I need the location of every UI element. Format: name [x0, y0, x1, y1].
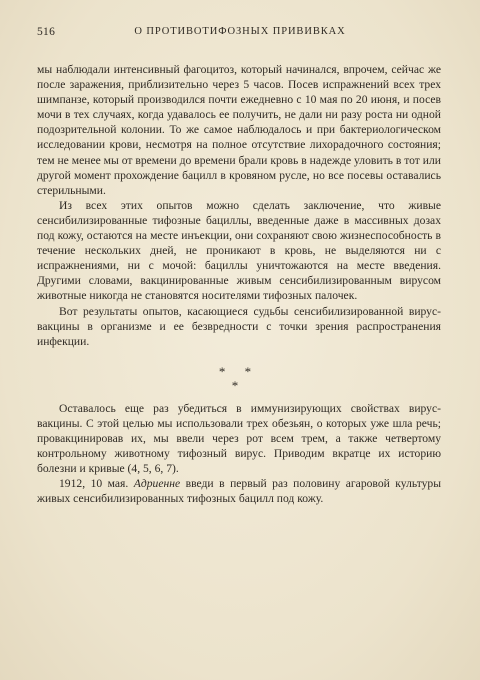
- page-header: [37, 26, 443, 42]
- entry-date: 1912, 10 мая.: [59, 477, 129, 491]
- page-number: 516: [37, 26, 56, 38]
- paragraph-2: Из всех этих опытов можно сделать заключение, что живые сенсибилизированные тифозные бациллы, введенные даже в массивных дозах под кожу, остаются на месте инъекции, они сохраняют свою жизнеспособность в течение нескольких дней, не проникают в кровь, не выделяются ни с испражнениями, ни с мочой: бациллы уничтожаются на месте введения. Другими словами, вакцинированные живым сенсибилизированным вирусом животные никогда не становятся носителями тифозных палочек.: [37, 198, 441, 303]
- entry-text: введи в первый раз половину агаровой культуры живых сенсибилизированных тифозных бацилл под кожу.: [37, 477, 441, 506]
- paragraph-3: Вот результаты опытов, касающиеся судьбы сенсибилизированной вирус-вакцины в организме и ее безвредности с точки зрения распространения инфекции.: [37, 304, 441, 348]
- body-text: [37, 62, 441, 506]
- separator-bottom-star: *: [231, 377, 247, 393]
- separator-top-stars: * *: [218, 363, 260, 379]
- paragraph-1: мы наблюдали интенсивный фагоцитоз, который начинался, впрочем, сейчас же после заражения, приблизительно через 5 часов. Посев испражнений всех трех шимпанзе, который производился почти ежедневно с 10 мая по 20 июня, и посев мочи в тех случаях, когда удавалось ее получить, не дали ни разу роста ни одной подозрительной колонии. То же самое наблюдалось и при бактериологическом исследовании крови, несмотря на полное отсутствие лихорадочного состояния; тем не менее мы от времени до времени брали кровь в надежде уловить в тот или другой момент прохождение бацилл в кровяном русле, но все посевы оставались стерильными.: [37, 63, 441, 197]
- running-head: О ПРОТИВОТИФОЗНЫХ ПРИВИВКАХ: [134, 26, 346, 37]
- subject-name: Адриенне: [133, 477, 181, 491]
- paragraph-4: Оставалось еще раз убедиться в иммунизирующих свойствах вирус-вакцины. С этой целью мы использовали трех обезьян, о которых уже шла речь; провакцинировав их, мы ввели через рот всем трем, а также четвертому контрольному животному тифозный вирус. Приводим вкратце их историю болезни и кривые (4, 5, 6, 7).: [37, 401, 441, 476]
- section-separator: [37, 365, 441, 401]
- paragraph-5: [37, 476, 441, 506]
